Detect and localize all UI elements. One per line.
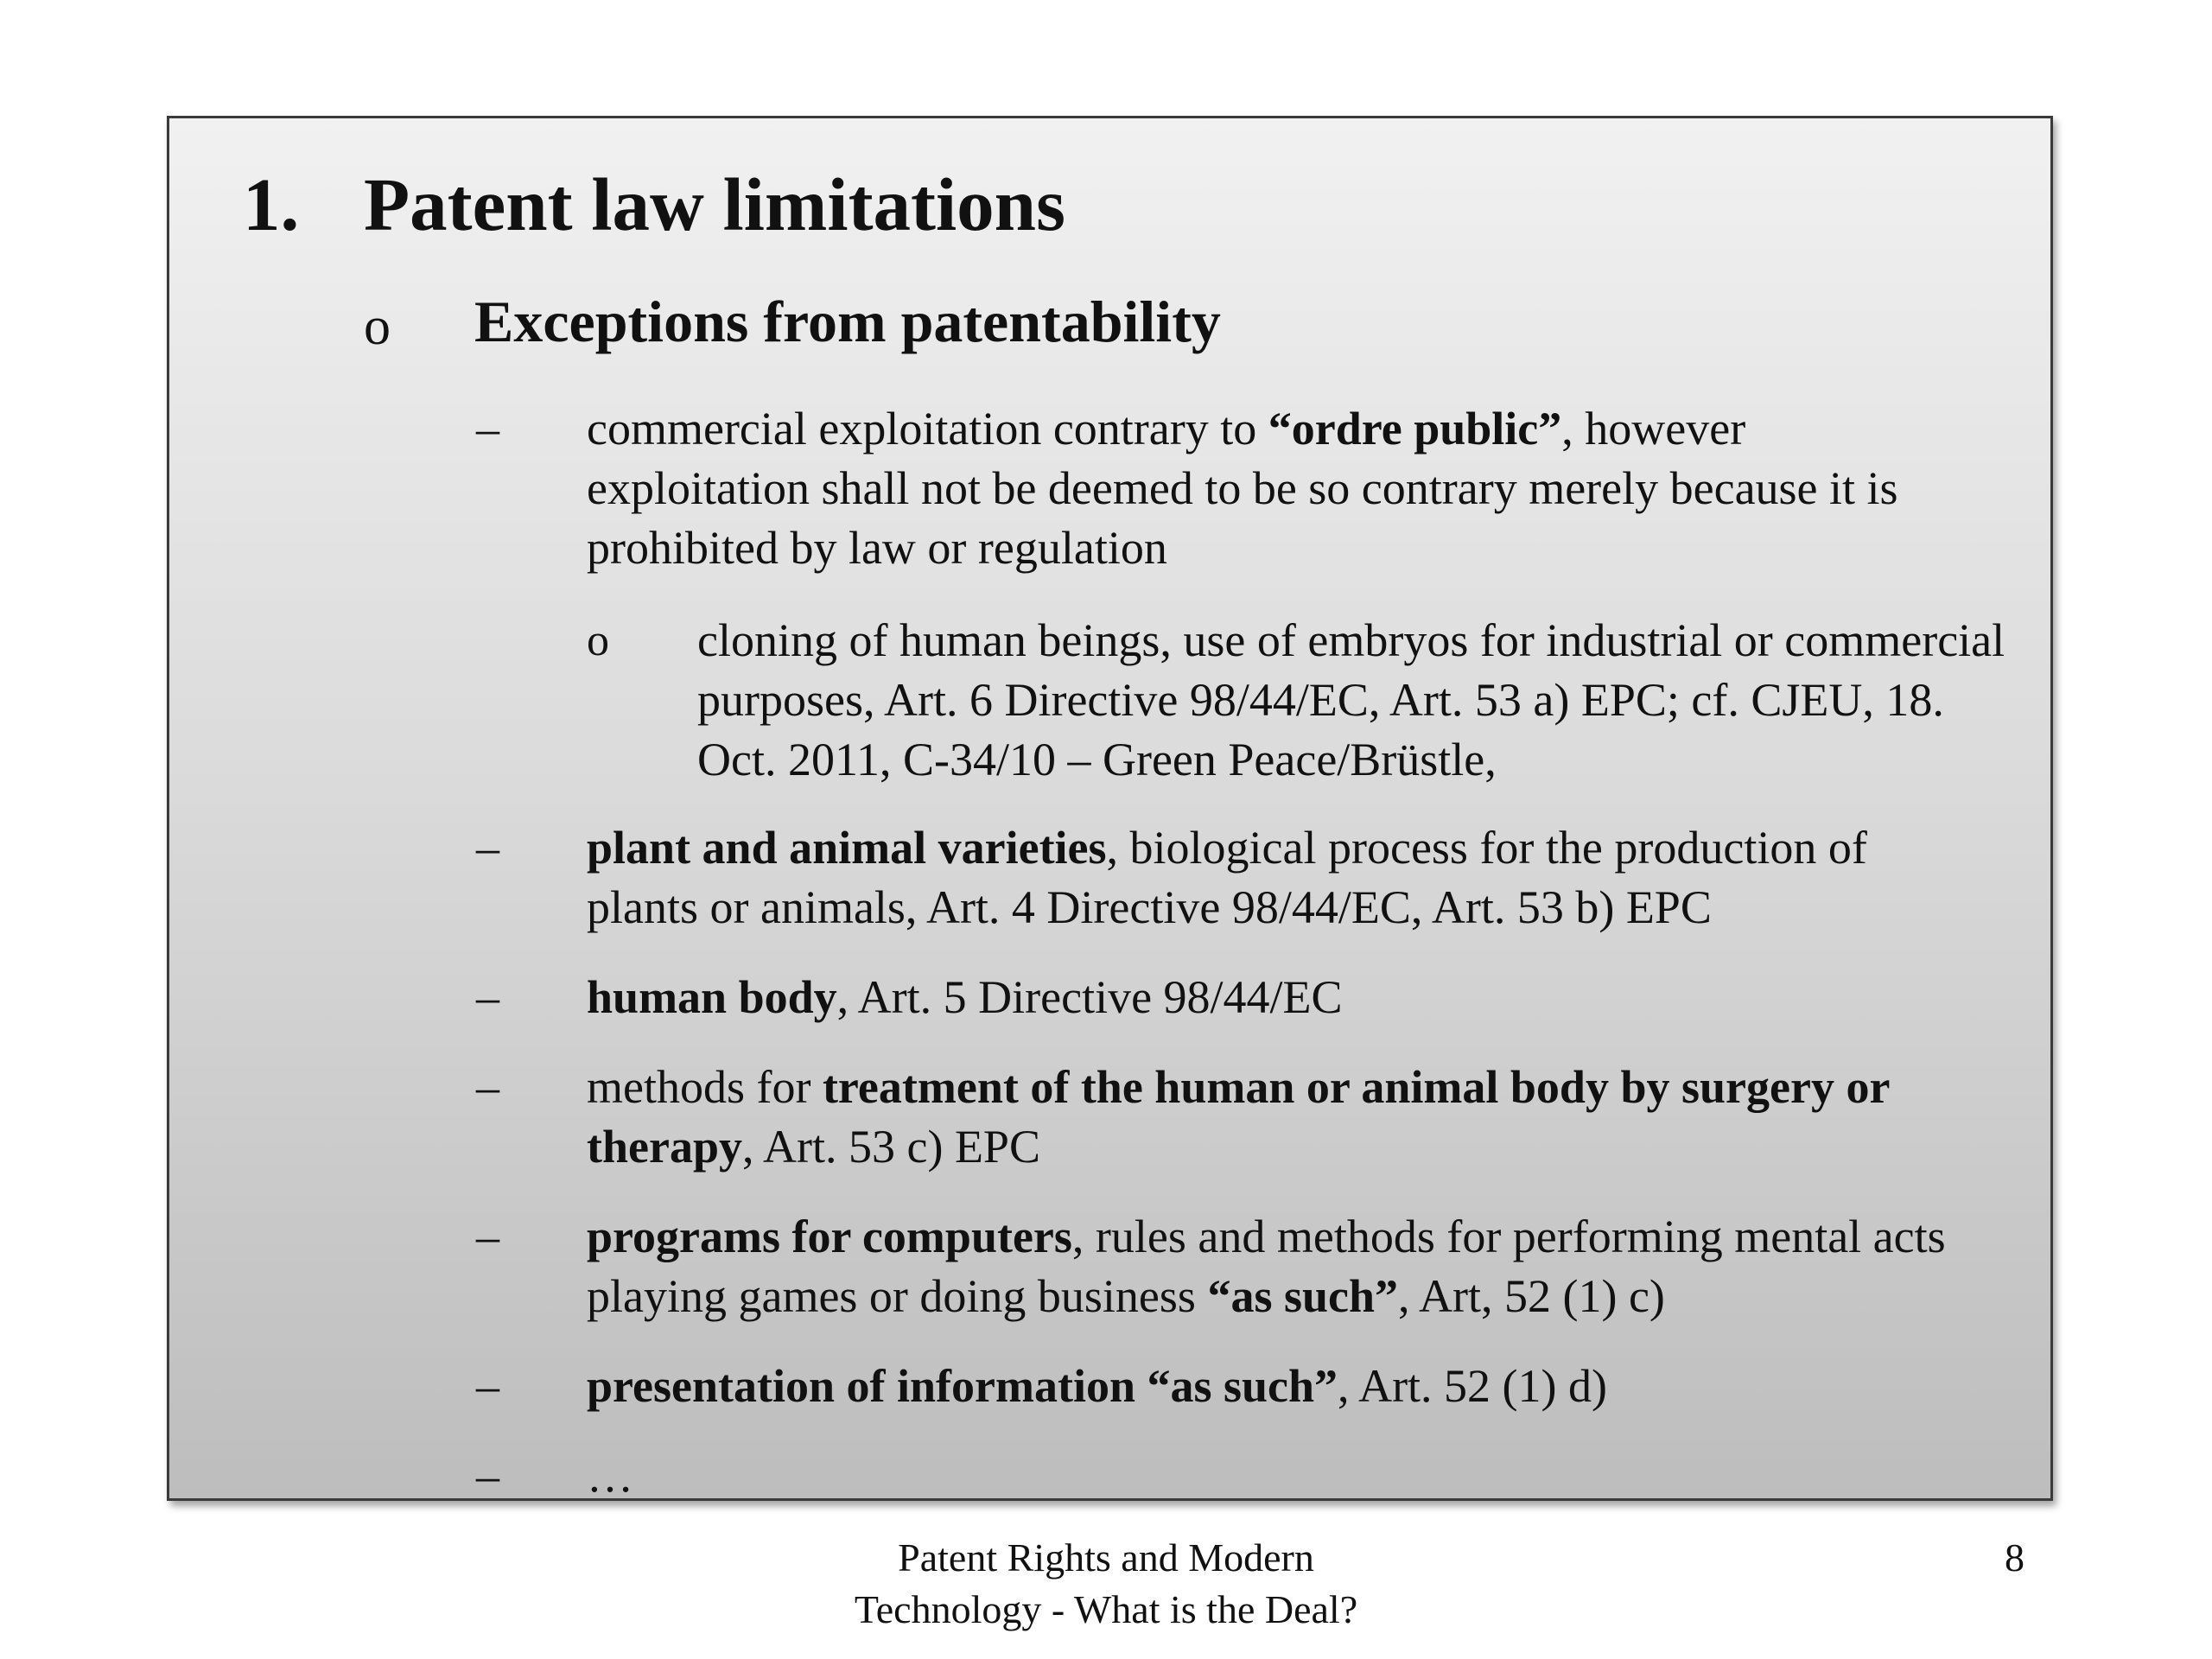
text-part: , Art. 53 c) EPC xyxy=(741,1121,1040,1173)
list-item-text xyxy=(587,399,1969,578)
circle-bullet-icon: o xyxy=(364,297,391,356)
bold-term: “ordre public” xyxy=(1268,403,1562,454)
dash-bullet-icon: – xyxy=(476,1360,499,1412)
text-part: , rules and methods for performing mental acts playing games or doing business xyxy=(587,1211,1946,1322)
list-item-text xyxy=(587,1357,1969,1416)
subheading-text: Exceptions from patentability xyxy=(474,289,1221,354)
text-part: methods for xyxy=(587,1061,823,1113)
text-part: , Art. 5 Directive 98/44/EC xyxy=(836,971,1343,1023)
footer-title-line: Technology - What is the Deal? xyxy=(854,1587,1358,1631)
text-part: , Art, 52 (1) c) xyxy=(1398,1270,1665,1322)
dash-bullet-icon: – xyxy=(476,1211,499,1262)
heading-number: 1. xyxy=(243,162,300,246)
text-part: , biological process for the production of plants or animals, Art. 4 Directive 98/44/EC, Art. 53 b) EPC xyxy=(587,822,1867,933)
list-item-text xyxy=(587,968,1969,1027)
dash-bullet-icon: – xyxy=(476,403,499,454)
slide-content-box xyxy=(167,116,2053,1501)
circle-bullet-icon: o xyxy=(587,616,609,665)
list-item-text xyxy=(587,1058,1969,1177)
footer-title xyxy=(830,1532,1382,1636)
list-item-text xyxy=(587,818,1969,938)
bold-term: plant and animal varieties xyxy=(587,822,1107,874)
sub-list-item-text: cloning of human beings, use of embryos for industrial or commercial purposes, Art. 6 Directive 98/44/EC, Art. 53 a) EPC; cf. CJEU, 18. Oct. 2011, C-34/10 – Green Peace/Brüstle, xyxy=(697,614,2005,785)
list-item-text: … xyxy=(587,1450,633,1502)
dash-bullet-icon: – xyxy=(476,971,499,1023)
text-part: , however exploitation shall not be deemed to be so contrary merely because it is prohibited by law or regulation xyxy=(587,403,1898,574)
text-part: commercial exploitation contrary to xyxy=(587,403,1268,454)
bold-term: treatment of the human or animal body by surgery or therapy xyxy=(587,1061,1890,1173)
heading-title: Patent law limitations xyxy=(364,162,1065,246)
bold-term: presentation of information “as such” xyxy=(587,1360,1338,1412)
text-part: , Art. 52 (1) d) xyxy=(1338,1360,1607,1412)
bold-term: “as such” xyxy=(1207,1270,1398,1322)
list-item-text xyxy=(587,1207,1969,1326)
dash-bullet-icon: – xyxy=(476,822,499,874)
dash-bullet-icon: – xyxy=(476,1450,499,1502)
bold-term: human body xyxy=(587,971,837,1023)
bold-term: programs for computers xyxy=(587,1211,1072,1262)
footer-title-line: Patent Rights and Modern xyxy=(898,1535,1314,1580)
page-number: 8 xyxy=(2005,1535,2024,1580)
dash-bullet-icon: – xyxy=(476,1061,499,1113)
